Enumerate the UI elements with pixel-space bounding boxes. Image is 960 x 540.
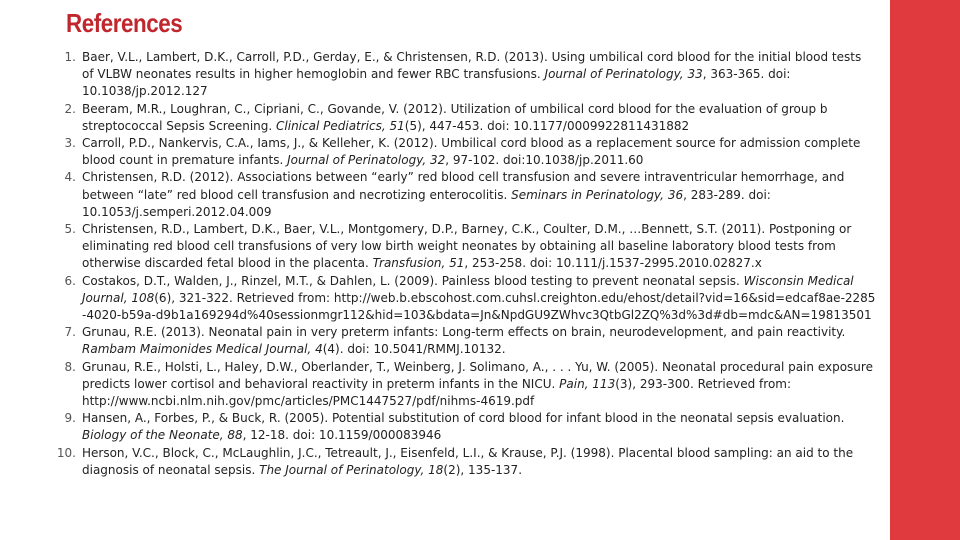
reference-item [46,221,876,273]
reference-number: 9. [64,411,76,426]
reference-text [82,49,876,101]
reference-number: 10. [56,445,76,460]
reference-item [46,445,876,479]
reference-segment: , 363-365. doi: 10.1038/jp.2012.127 [82,67,791,99]
reference-url: http://web.b.ebscohost.com.cuhsl.creighton.edu/ehost/detail?vid=16&sid=edcaf8ae-2285-4020-b59a-d9b1a169294d%40sessionmgr112&hid=103&bdata=Jn&NpdGU9ZWhvc3QtbGl2ZQ%3d%3d#db=mdc&AN=19813501 [82,290,876,323]
reference-segment: Christensen, R.D., Lambert, D.K., Baer, V.L., Montgomery, D.P., Barney, C.K., Coulter, D.M., …Bennett, S.T. (2011). Postponing or eliminating red blood cell transfusions of very low birth weight neonates by obtaining all baseline laboratory blood tests from otherwise discarded fetal blood in the placenta. [82,222,852,271]
reference-segment: (4). doi: 10.5041/RMMJ.10132. [322,342,506,357]
reference-number: 7. [64,325,76,340]
reference-source: Clinical Pediatrics, 51 [276,118,405,133]
reference-segment: Hansen, A., Forbes, P., & Buck, R. (2005). Potential substitution of cord blood for infant blood in the neonatal sepsis evaluation. [82,411,845,426]
reference-item [46,410,876,444]
reference-number: 6. [64,273,76,288]
reference-text [82,273,876,325]
reference-source: Seminars in Perinatology, 36 [511,187,684,202]
reference-segment: , 97-102. doi:10.1038/jp.2011.60 [445,153,644,168]
accent-bar [890,0,960,540]
reference-text [82,169,876,221]
reference-source: Journal of Perinatology, 32 [287,153,446,168]
reference-number: 1. [64,50,76,64]
reference-source: Rambam Maimonides Medical Journal, 4 [82,342,323,357]
reference-segment: Costakos, D.T., Walden, J., Rinzel, M.T., & Dahlen, L. (2009). Painless blood testing to prevent neonatal sepsis. [82,273,744,288]
reference-item [46,324,876,358]
reference-source: Pain, 113 [559,376,616,391]
reference-number: 5. [64,222,76,237]
reference-number: 4. [64,170,76,185]
page-title: References [66,8,183,38]
reference-source: Biology of the Neonate, 88 [82,428,243,443]
reference-segment: , 283-289. doi: 10.1053/j.semperi.2012.04.009 [82,187,771,219]
reference-text [82,324,876,358]
reference-source: Wisconsin Medical Journal, 108 [82,273,854,305]
reference-source: Journal of Perinatology, 33 [544,67,703,82]
reference-segment: Grunau, R.E., Holsti, L., Haley, D.W., Oberlander, T., Weinberg, J. Solimano, A., . . . Yu, W. (2005). Neonatal procedural pain exposure predicts lower cortisol and behavioral reactivity in preterm infants in the NICU. [82,359,873,391]
reference-segment: (3), 293-300. Retrieved from: http://www.ncbi.nlm.nih.gov/pmc/articles/PMC1447527/pdf/nihms-4619.pdf [82,376,792,409]
reference-text [82,135,876,169]
reference-item [46,273,876,325]
reference-item [46,169,876,221]
reference-item [46,135,876,169]
reference-number: 3. [64,136,76,151]
reference-segment: , 12-18. doi: 10.1159/000083946 [242,428,442,443]
reference-item [46,359,876,411]
reference-text [82,410,876,444]
reference-segment: (2), 135-137. [443,462,523,477]
reference-segment: (5), 447-453. doi: 10.1177/0009922811431882 [404,118,690,133]
reference-source: The Journal of Perinatology, 18 [259,462,444,477]
reference-text [82,445,876,479]
reference-source: Transfusion, 51 [372,256,465,271]
reference-segment: Christensen, R.D. (2012). Associations between “early” red blood cell transfusion and severe intraventricular hemorrhage, and between “late” red blood cell transfusion and necrotizing enterocolitis. [82,170,845,202]
reference-list [46,49,876,479]
reference-segment: Carroll, P.D., Nankervis, C.A., Iams, J., & Kelleher, K. (2012). Umbilical cord blood as a replacement source for admission complete blood count in premature infants. [82,136,861,168]
reference-segment: Herson, V.C., Block, C., McLaughlin, J.C., Tetreault, J., Eisenfeld, L.I., & Krause, P.J. (1998). Placental blood sampling: an aid to the diagnosis of neonatal sepsis. [82,445,854,477]
reference-item [46,101,876,135]
reference-text [82,221,876,273]
reference-number: 2. [64,101,76,116]
reference-segment: Grunau, R.E. (2013). Neonatal pain in very preterm infants: Long-term effects on brain, neurodevelopment, and pain reactivity. [82,325,846,340]
reference-text [82,359,876,411]
reference-segment: Beeram, M.R., Loughran, C., Cipriani, C., Govande, V. (2012). Utilization of umbilical cord blood for the evaluation of group b streptococcal Sepsis Screening. [82,101,828,133]
reference-segment: Baer, V.L., Lambert, D.K., Carroll, P.D., Gerday, E., & Christensen, R.D. (2013). Using umbilical cord blood for the initial blood tests of VLBW neonates results in higher hemoglobin and fewer RBC transfusions. [82,50,862,82]
reference-item [46,49,876,101]
reference-segment: , 253-258. doi: 10.111/j.1537-2995.2010.02827.x [464,256,762,271]
reference-number: 8. [64,359,76,374]
reference-segment: (6), 321-322. Retrieved from: [154,290,334,305]
reference-text [82,101,876,135]
